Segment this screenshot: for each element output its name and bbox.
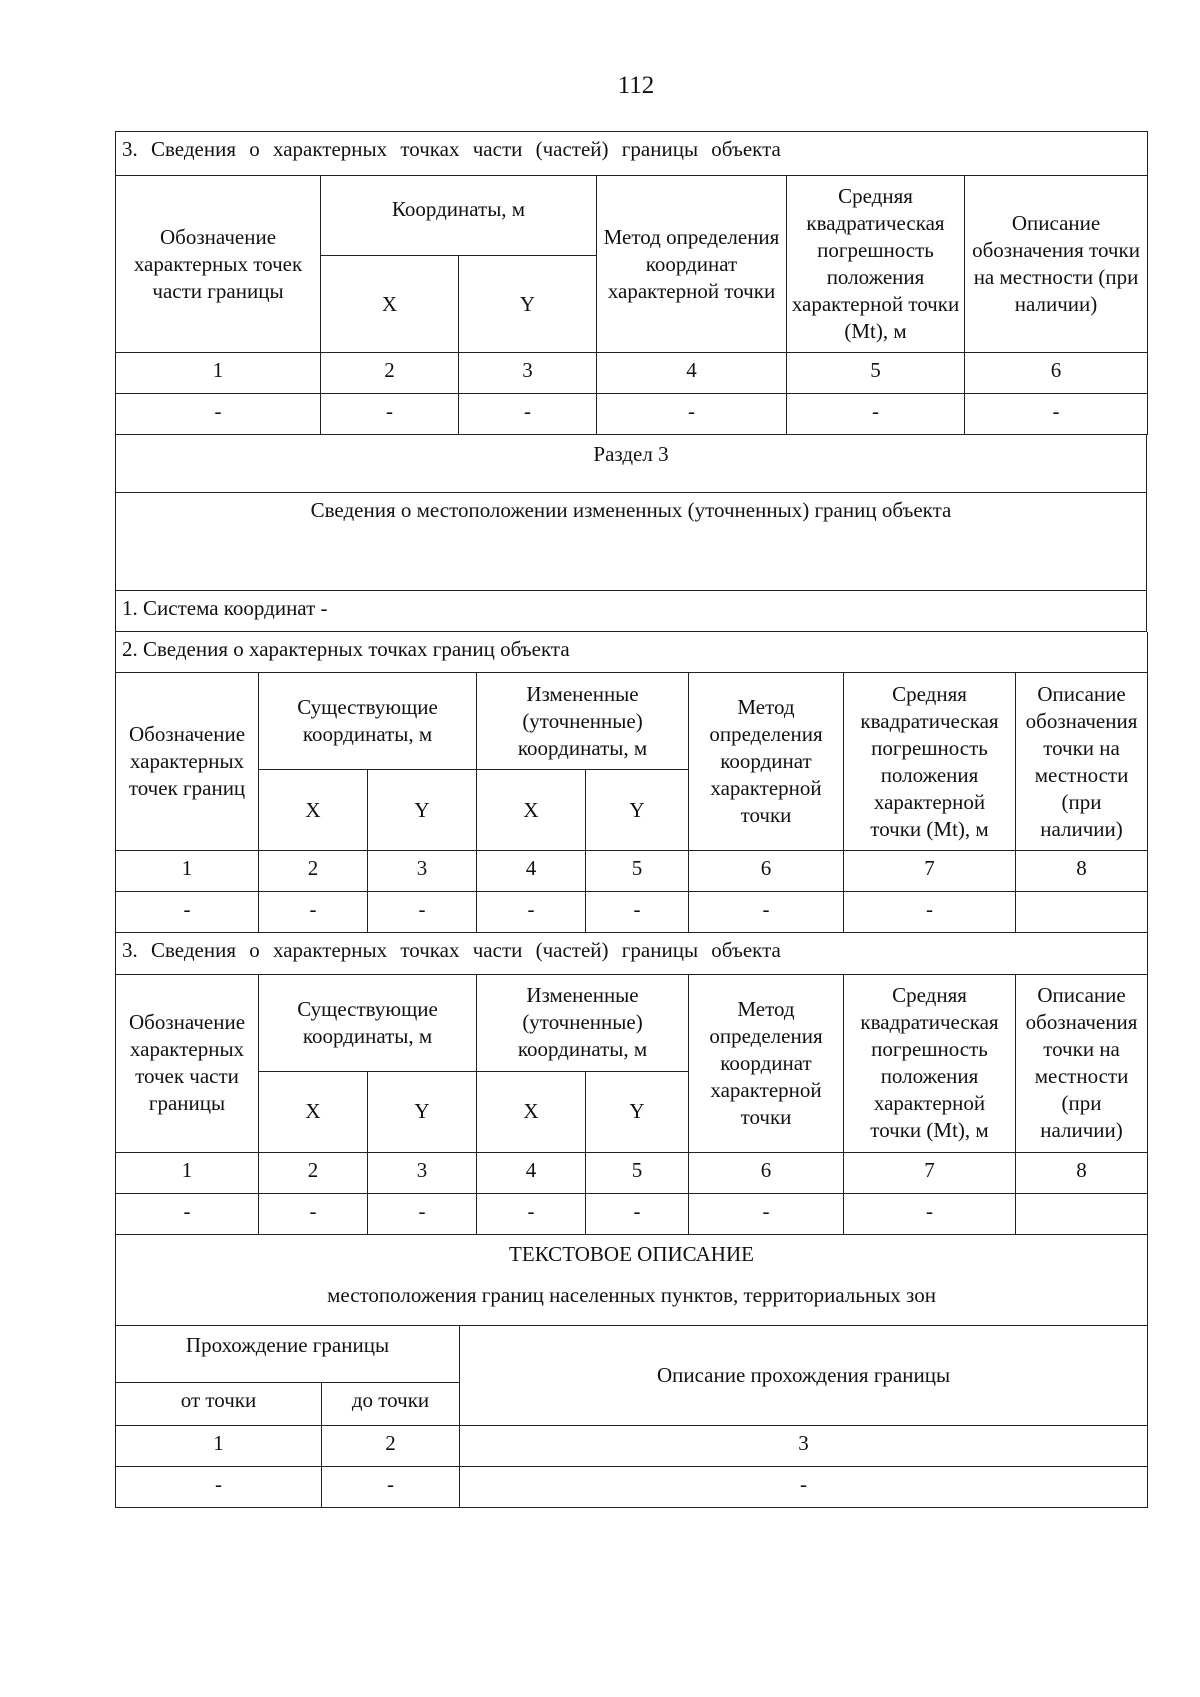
header-existing-coordinates: Существующие координаты, м [259, 974, 477, 1071]
header-boundary-passage: Прохождение границы [116, 1326, 460, 1383]
header-y: Y [586, 1071, 689, 1152]
table-cell: - [321, 394, 459, 435]
column-number: 1 [116, 353, 321, 394]
part-boundary-points-title: 3. Сведения о характерных точках части (частей) границы объекта [116, 933, 1148, 974]
table-cell: - [116, 892, 259, 933]
header-description: Описание обозначения точки на местности (при наличии) [1016, 673, 1148, 851]
header-x: X [477, 770, 586, 851]
part-points-title: 3. Сведения о характерных точках части (частей) границы объекта [116, 132, 1148, 176]
header-y: Y [368, 1071, 477, 1152]
header-to-point: до точки [322, 1383, 460, 1426]
header-changed-coordinates: Измененные (уточненные) координаты, м [477, 673, 689, 770]
part-boundary-points-table [115, 933, 1148, 1235]
column-number: 4 [477, 1152, 586, 1193]
table-cell: - [965, 394, 1148, 435]
text-description-subheading: местоположения границ населенных пунктов, территориальных зон [116, 1278, 1148, 1326]
table-cell: - [586, 1193, 689, 1234]
column-number: 5 [787, 353, 965, 394]
header-x: X [259, 1071, 368, 1152]
header-method: Метод определения координат характерной точки [597, 176, 787, 353]
table-cell: - [689, 892, 844, 933]
column-number: 1 [116, 1152, 259, 1193]
column-number: 2 [259, 851, 368, 892]
section-3-table [115, 435, 1147, 632]
table-cell: - [689, 1193, 844, 1234]
column-number: 7 [844, 1152, 1016, 1193]
section-heading: Раздел 3 [116, 435, 1147, 492]
column-number: 2 [322, 1426, 460, 1467]
column-number: 1 [116, 851, 259, 892]
column-number: 8 [1016, 851, 1148, 892]
table-cell: - [586, 892, 689, 933]
table-cell: - [787, 394, 965, 435]
table-cell: - [844, 1193, 1016, 1234]
table-cell: - [259, 1193, 368, 1234]
header-method: Метод определения координат характерной точки [689, 974, 844, 1152]
column-number: 4 [477, 851, 586, 892]
header-y: Y [459, 256, 597, 353]
column-number: 2 [259, 1152, 368, 1193]
header-y: Y [368, 770, 477, 851]
header-x: X [259, 770, 368, 851]
column-number: 8 [1016, 1152, 1148, 1193]
column-number: 3 [459, 353, 597, 394]
table-cell: - [477, 1193, 586, 1234]
column-number: 3 [460, 1426, 1148, 1467]
table-cell: - [460, 1467, 1148, 1508]
table-cell [1016, 892, 1148, 933]
column-number: 2 [321, 353, 459, 394]
header-from-point: от точки [116, 1383, 322, 1426]
column-number: 4 [597, 353, 787, 394]
header-changed-coordinates: Измененные (уточненные) координаты, м [477, 974, 689, 1071]
page-number: 112 [617, 72, 655, 99]
column-number: 3 [368, 1152, 477, 1193]
table-cell: - [259, 892, 368, 933]
header-designation: Обозначение характерных точек границ [116, 673, 259, 851]
header-x: X [477, 1071, 586, 1152]
header-designation: Обозначение характерных точек части границы [116, 974, 259, 1152]
table-cell: - [368, 1193, 477, 1234]
header-x: X [321, 256, 459, 353]
boundary-points-table [115, 632, 1148, 934]
table-cell: - [459, 394, 597, 435]
table-cell: - [597, 394, 787, 435]
header-description: Описание обозначения точки на местности (при наличии) [1016, 974, 1148, 1152]
table-cell: - [477, 892, 586, 933]
text-description-table [115, 1235, 1148, 1509]
column-number: 6 [689, 1152, 844, 1193]
text-description-heading: ТЕКСТОВОЕ ОПИСАНИЕ [116, 1235, 1148, 1278]
part-points-table [115, 131, 1148, 435]
header-existing-coordinates: Существующие координаты, м [259, 673, 477, 770]
header-y: Y [586, 770, 689, 851]
column-number: 7 [844, 851, 1016, 892]
header-description: Описание обозначения точки на местности (при наличии) [965, 176, 1148, 353]
header-error: Средняя квадратическая погрешность положения характерной точки (Mt), м [787, 176, 965, 353]
header-designation: Обозначение характерных точек части границы [116, 176, 321, 353]
table-cell: - [116, 1193, 259, 1234]
header-coordinates: Координаты, м [321, 176, 597, 256]
header-method: Метод определения координат характерной точки [689, 673, 844, 851]
table-cell: - [368, 892, 477, 933]
table-cell: - [322, 1467, 460, 1508]
column-number: 5 [586, 851, 689, 892]
header-passage-description: Описание прохождения границы [460, 1326, 1148, 1426]
boundary-points-title: 2. Сведения о характерных точках границ объекта [116, 632, 1148, 673]
column-number: 6 [965, 353, 1148, 394]
table-cell: - [116, 394, 321, 435]
table-cell: - [844, 892, 1016, 933]
section-subheading: Сведения о местоположении измененных (уточненных) границ объекта [116, 492, 1147, 590]
column-number: 5 [586, 1152, 689, 1193]
header-error: Средняя квадратическая погрешность положения характерной точки (Mt), м [844, 673, 1016, 851]
column-number: 3 [368, 851, 477, 892]
column-number: 6 [689, 851, 844, 892]
table-cell: - [116, 1467, 322, 1508]
header-error: Средняя квадратическая погрешность положения характерной точки (Mt), м [844, 974, 1016, 1152]
table-cell [1016, 1193, 1148, 1234]
column-number: 1 [116, 1426, 322, 1467]
document-sheet [115, 131, 1147, 1508]
coordinate-system: 1. Система координат - [116, 590, 1147, 631]
